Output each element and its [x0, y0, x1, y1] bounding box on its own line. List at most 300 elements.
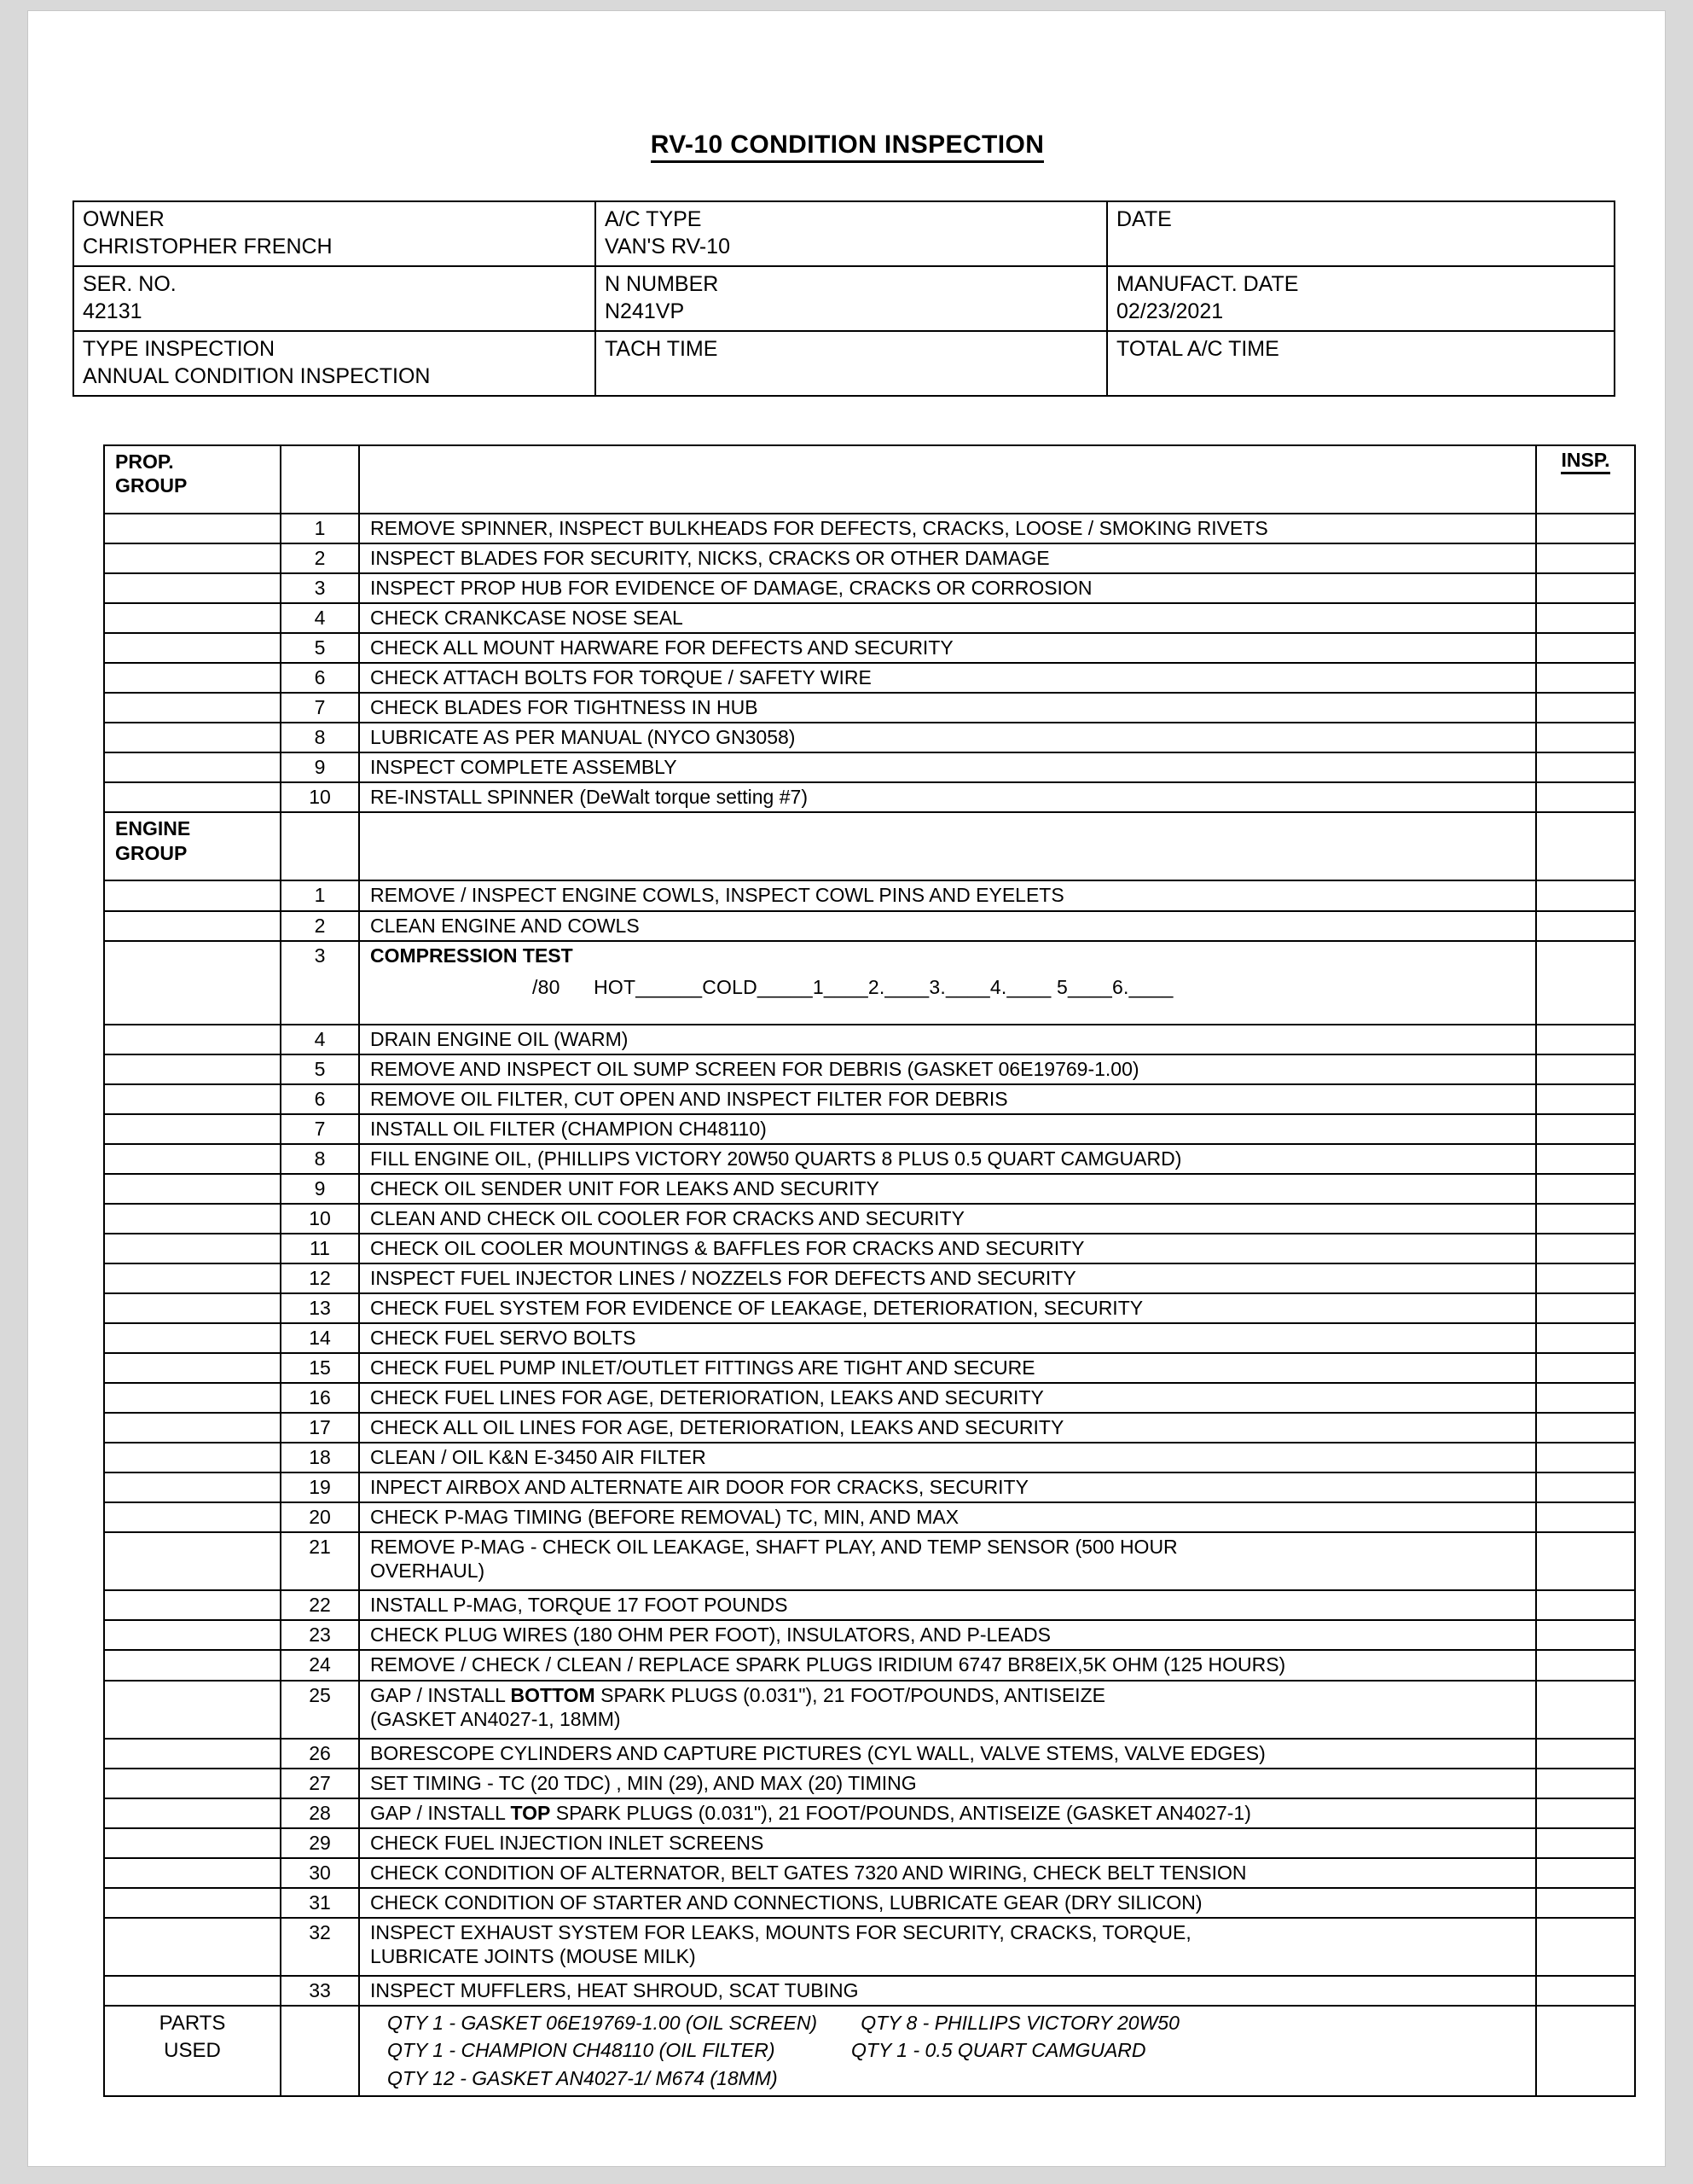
- checklist-group-spacer: [104, 1114, 281, 1144]
- checklist-item-number: 27: [281, 1769, 359, 1798]
- checklist-item-description: [359, 1858, 1536, 1888]
- checklist-item-text-line2: (GASKET AN4027-1, 18MM): [370, 1707, 621, 1730]
- type-inspection-value: ANNUAL CONDITION INSPECTION: [83, 364, 431, 388]
- checklist-item-number: 3: [281, 573, 359, 603]
- checklist-item-insp-box[interactable]: [1536, 1383, 1635, 1413]
- checklist-item-emphasis: BOTTOM: [510, 1683, 595, 1706]
- engine-group-num-spacer: [281, 812, 359, 880]
- checklist-item-text: CHECK FUEL PUMP INLET/OUTLET FITTINGS ARE TIGHT AND SECURE: [370, 1356, 1035, 1380]
- checklist-item-number: 2: [281, 911, 359, 941]
- checklist-item-number: 15: [281, 1353, 359, 1383]
- checklist-item-insp-box[interactable]: [1536, 1976, 1635, 2006]
- checklist-item-insp-box[interactable]: [1536, 880, 1635, 910]
- checklist-row: [104, 1620, 1635, 1650]
- checklist-row: [104, 941, 1635, 1025]
- checklist-row: [104, 1798, 1635, 1828]
- checklist-item-insp-box[interactable]: [1536, 1650, 1635, 1680]
- checklist-row: [104, 603, 1635, 633]
- aircraft-info-row-1: [73, 201, 1615, 266]
- checklist-group-spacer: [104, 782, 281, 812]
- checklist-item-insp-box[interactable]: [1536, 1828, 1635, 1858]
- checklist-group-spacer: [104, 1888, 281, 1918]
- checklist-item-insp-box[interactable]: [1536, 1084, 1635, 1114]
- parts-used-label: [104, 2006, 281, 2096]
- checklist-item-text: GAP / INSTALL BOTTOM SPARK PLUGS (0.031"), 21 FOOT/POUNDS, ANTISEIZE: [370, 1683, 1105, 1706]
- prop-group-desc-spacer: [359, 445, 1536, 514]
- serial-number-value: 42131: [83, 299, 142, 323]
- checklist-row: [104, 1025, 1635, 1054]
- checklist-item-text: CHECK FUEL SERVO BOLTS: [370, 1327, 636, 1350]
- checklist-item-number: 28: [281, 1798, 359, 1828]
- aircraft-info-table: [72, 200, 1615, 397]
- checklist-item-text: RE-INSTALL SPINNER (DeWalt torque setting #7): [370, 786, 808, 809]
- tach-time-label: TACH TIME: [605, 337, 718, 361]
- checklist-row: [104, 1502, 1635, 1532]
- checklist-item-description: [359, 880, 1536, 910]
- checklist-item-insp-box[interactable]: [1536, 723, 1635, 752]
- checklist-item-description: [359, 573, 1536, 603]
- compression-test-title: COMPRESSION TEST: [370, 944, 573, 967]
- checklist-item-text: CHECK P-MAG TIMING (BEFORE REMOVAL) TC, MIN, AND MAX: [370, 1506, 960, 1529]
- prop-group-num-spacer: [281, 445, 359, 514]
- checklist-item-description: [359, 1681, 1536, 1739]
- checklist-group-spacer: [104, 1739, 281, 1769]
- checklist-row: [104, 723, 1635, 752]
- checklist-group-spacer: [104, 1174, 281, 1204]
- type-inspection-label: TYPE INSPECTION: [83, 337, 275, 361]
- checklist-item-number: 23: [281, 1620, 359, 1650]
- checklist-item-number: 4: [281, 603, 359, 633]
- checklist-item-text: CHECK BLADES FOR TIGHTNESS IN HUB: [370, 696, 758, 719]
- checklist-item-text: DRAIN ENGINE OIL (WARM): [370, 1027, 629, 1050]
- checklist-item-insp-box[interactable]: [1536, 1293, 1635, 1323]
- checklist-item-insp-box[interactable]: [1536, 1114, 1635, 1144]
- insp-column-header: INSP.: [1536, 445, 1635, 514]
- compression-test-fields[interactable]: /80 HOT______COLD_____1____2.____3.____4.____ 5____6.____: [532, 975, 1174, 998]
- engine-group-desc-spacer: [359, 812, 1536, 880]
- checklist-row: [104, 1976, 1635, 2006]
- parts-used-num-spacer: [281, 2006, 359, 2096]
- checklist-item-text: CHECK FUEL INJECTION INLET SCREENS: [370, 1831, 764, 1854]
- serial-number-cell: [73, 266, 595, 331]
- checklist-item-description: [359, 1590, 1536, 1620]
- checklist-row: [104, 782, 1635, 812]
- ac-type-label: A/C TYPE: [605, 207, 702, 231]
- checklist-group-spacer: [104, 1798, 281, 1828]
- checklist-item-text: INSPECT EXHAUST SYSTEM FOR LEAKS, MOUNTS FOR SECURITY, CRACKS, TORQUE,: [370, 1920, 1191, 1943]
- prop-group-label-line2: GROUP: [115, 474, 188, 497]
- checklist-item-number: 29: [281, 1828, 359, 1858]
- checklist-group-spacer: [104, 1204, 281, 1234]
- checklist-group-spacer: [104, 1084, 281, 1114]
- checklist-item-description: [359, 1293, 1536, 1323]
- checklist-group-spacer: [104, 1976, 281, 2006]
- checklist-item-insp-box[interactable]: [1536, 782, 1635, 812]
- checklist-row: [104, 1234, 1635, 1263]
- prop-group-header-row: [104, 445, 1635, 514]
- parts-used-label-line1: PARTS: [159, 2011, 226, 2035]
- checklist-item-text: CHECK FUEL SYSTEM FOR EVIDENCE OF LEAKAGE, DETERIORATION, SECURITY: [370, 1296, 1144, 1319]
- checklist-row: [104, 573, 1635, 603]
- manufact-date-cell: [1107, 266, 1615, 331]
- checklist-group-spacer: [104, 1472, 281, 1502]
- checklist-item-description: [359, 633, 1536, 663]
- checklist-group-spacer: [104, 1025, 281, 1054]
- checklist-item-text: FILL ENGINE OIL, (PHILLIPS VICTORY 20W50 QUARTS 8 PLUS 0.5 QUART CAMGUARD): [370, 1147, 1182, 1170]
- checklist-row: [104, 1084, 1635, 1114]
- checklist-item-text: INSTALL OIL FILTER (CHAMPION CH48110): [370, 1117, 767, 1140]
- checklist-item-insp-box[interactable]: [1536, 1443, 1635, 1472]
- checklist-item-insp-box[interactable]: [1536, 1025, 1635, 1054]
- checklist-item-text: CHECK CONDITION OF STARTER AND CONNECTIONS, LUBRICATE GEAR (DRY SILICON): [370, 1891, 1203, 1914]
- date-label: DATE: [1116, 207, 1172, 231]
- checklist-item-insp-box[interactable]: [1536, 1353, 1635, 1383]
- checklist-item-insp-box[interactable]: [1536, 573, 1635, 603]
- checklist-item-insp-box[interactable]: [1536, 1858, 1635, 1888]
- parts-used-line: QTY 12 - GASKET AN4027-1/ M674 (18MM): [387, 2067, 778, 2090]
- checklist-item-insp-box[interactable]: [1536, 663, 1635, 693]
- checklist-row: [104, 911, 1635, 941]
- checklist-item-insp-box[interactable]: [1536, 1532, 1635, 1590]
- checklist-row: [104, 752, 1635, 782]
- page-title-text: RV-10 CONDITION INSPECTION: [651, 131, 1045, 163]
- serial-number-label: SER. NO.: [83, 272, 177, 296]
- checklist-item-description: [359, 1976, 1536, 2006]
- checklist-group-spacer: [104, 911, 281, 941]
- checklist-group-spacer: [104, 1144, 281, 1174]
- checklist-row: [104, 1532, 1635, 1590]
- checklist-item-number: 6: [281, 1084, 359, 1114]
- checklist-item-text: CHECK FUEL LINES FOR AGE, DETERIORATION, LEAKS AND SECURITY: [370, 1386, 1044, 1409]
- checklist-row: [104, 693, 1635, 723]
- checklist-group-spacer: [104, 880, 281, 910]
- checklist-row: [104, 543, 1635, 573]
- checklist-item-text: CHECK ATTACH BOLTS FOR TORQUE / SAFETY WIRE: [370, 666, 872, 689]
- checklist-item-number: 13: [281, 1293, 359, 1323]
- ac-type-cell: [595, 201, 1107, 266]
- checklist-item-number: 9: [281, 752, 359, 782]
- checklist-row: [104, 1144, 1635, 1174]
- checklist-item-description: [359, 1025, 1536, 1054]
- checklist-group-spacer: [104, 1769, 281, 1798]
- checklist-item-description: [359, 603, 1536, 633]
- checklist-item-description: [359, 663, 1536, 693]
- checklist-row: [104, 1353, 1635, 1383]
- total-ac-time-cell: [1107, 331, 1615, 396]
- checklist-item-number: 2: [281, 543, 359, 573]
- checklist-item-description: [359, 911, 1536, 941]
- checklist-item-description: [359, 1620, 1536, 1650]
- checklist-item-number: 10: [281, 782, 359, 812]
- checklist-group-spacer: [104, 603, 281, 633]
- checklist-item-number: 22: [281, 1590, 359, 1620]
- inspection-checklist-body: [104, 445, 1635, 2096]
- checklist-item-number: 7: [281, 693, 359, 723]
- checklist-group-spacer: [104, 1681, 281, 1739]
- checklist-group-spacer: [104, 1858, 281, 1888]
- checklist-item-description: [359, 1443, 1536, 1472]
- checklist-row: [104, 1413, 1635, 1443]
- checklist-item-insp-box[interactable]: [1536, 1144, 1635, 1174]
- checklist-item-text: INPECT AIRBOX AND ALTERNATE AIR DOOR FOR CRACKS, SECURITY: [370, 1476, 1029, 1499]
- checklist-item-text: CHECK ALL MOUNT HARWARE FOR DEFECTS AND SECURITY: [370, 636, 954, 659]
- checklist-item-text: INSPECT FUEL INJECTOR LINES / NOZZELS FOR DEFECTS AND SECURITY: [370, 1266, 1076, 1289]
- checklist-row: [104, 1323, 1635, 1353]
- checklist-item-insp-box[interactable]: [1536, 1174, 1635, 1204]
- aircraft-info-row-3: [73, 331, 1615, 396]
- checklist-item-insp-box[interactable]: [1536, 1918, 1635, 1976]
- checklist-item-insp-box[interactable]: [1536, 1798, 1635, 1828]
- checklist-row: [104, 1590, 1635, 1620]
- checklist-item-description: [359, 1114, 1536, 1144]
- checklist-item-insp-box[interactable]: [1536, 1681, 1635, 1739]
- checklist-row: [104, 663, 1635, 693]
- checklist-item-text: REMOVE / INSPECT ENGINE COWLS, INSPECT COWL PINS AND EYELETS: [370, 884, 1064, 907]
- checklist-item-text: INSPECT BLADES FOR SECURITY, NICKS, CRACKS OR OTHER DAMAGE: [370, 547, 1050, 570]
- checklist-item-description: [359, 1472, 1536, 1502]
- checklist-group-spacer: [104, 1502, 281, 1532]
- checklist-item-insp-box[interactable]: [1536, 1739, 1635, 1769]
- checklist-item-number: 17: [281, 1413, 359, 1443]
- checklist-item-text: GAP / INSTALL TOP SPARK PLUGS (0.031"), 21 FOOT/POUNDS, ANTISEIZE (GASKET AN4027-1): [370, 1801, 1251, 1824]
- checklist-row: [104, 1443, 1635, 1472]
- checklist-item-description: [359, 543, 1536, 573]
- checklist-row: [104, 1263, 1635, 1293]
- checklist-group-spacer: [104, 1383, 281, 1413]
- checklist-item-description: [359, 1144, 1536, 1174]
- checklist-row: [104, 1293, 1635, 1323]
- owner-value: CHRISTOPHER FRENCH: [83, 235, 333, 258]
- checklist-item-number: 14: [281, 1323, 359, 1353]
- checklist-item-description: [359, 693, 1536, 723]
- checklist-item-insp-box[interactable]: [1536, 1054, 1635, 1084]
- checklist-item-insp-box[interactable]: [1536, 1620, 1635, 1650]
- checklist-item-insp-box[interactable]: [1536, 1472, 1635, 1502]
- checklist-group-spacer: [104, 1620, 281, 1650]
- checklist-group-spacer: [104, 543, 281, 573]
- checklist-item-text: SET TIMING - TC (20 TDC) , MIN (29), AND MAX (20) TIMING: [370, 1771, 917, 1794]
- checklist-item-insp-box[interactable]: [1536, 693, 1635, 723]
- checklist-group-spacer: [104, 514, 281, 543]
- checklist-item-number: 5: [281, 1054, 359, 1084]
- checklist-item-description: [359, 1650, 1536, 1680]
- engine-group-label-line2: GROUP: [115, 841, 188, 864]
- checklist-row: [104, 1650, 1635, 1680]
- checklist-item-number: 3: [281, 941, 359, 1025]
- checklist-item-text: REMOVE P-MAG - CHECK OIL LEAKAGE, SHAFT PLAY, AND TEMP SENSOR (500 HOUR: [370, 1536, 1178, 1559]
- checklist-item-description: [359, 1918, 1536, 1976]
- checklist-item-description: [359, 723, 1536, 752]
- checklist-item-number: 12: [281, 1263, 359, 1293]
- checklist-item-description: [359, 1084, 1536, 1114]
- page-title: [28, 131, 1667, 160]
- checklist-item-insp-box[interactable]: [1536, 1234, 1635, 1263]
- checklist-group-spacer: [104, 1413, 281, 1443]
- checklist-item-description: [359, 514, 1536, 543]
- checklist-row: [104, 1681, 1635, 1739]
- owner-cell: [73, 201, 595, 266]
- checklist-item-insp-box[interactable]: [1536, 633, 1635, 663]
- prop-group-label: [104, 445, 281, 514]
- checklist-item-number: 8: [281, 723, 359, 752]
- checklist-item-number: 5: [281, 633, 359, 663]
- checklist-group-spacer: [104, 723, 281, 752]
- checklist-item-number: 31: [281, 1888, 359, 1918]
- checklist-item-insp-box[interactable]: [1536, 1323, 1635, 1353]
- checklist-group-spacer: [104, 633, 281, 663]
- checklist-item-insp-box[interactable]: [1536, 1590, 1635, 1620]
- parts-used-line: QTY 1 - GASKET 06E19769-1.00 (OIL SCREEN) QTY 8 - PHILLIPS VICTORY 20W50: [387, 2011, 1180, 2034]
- checklist-group-spacer: [104, 1532, 281, 1590]
- checklist-item-description: [359, 1532, 1536, 1590]
- checklist-item-number: 1: [281, 880, 359, 910]
- checklist-item-insp-box[interactable]: [1536, 1769, 1635, 1798]
- checklist-item-insp-box[interactable]: [1536, 603, 1635, 633]
- checklist-row: [104, 514, 1635, 543]
- checklist-group-spacer: [104, 1293, 281, 1323]
- checklist-item-description: [359, 1234, 1536, 1263]
- checklist-item-text: CHECK ALL OIL LINES FOR AGE, DETERIORATION, LEAKS AND SECURITY: [370, 1416, 1064, 1439]
- checklist-row: [104, 1383, 1635, 1413]
- checklist-item-description: [359, 1798, 1536, 1828]
- type-inspection-cell: [73, 331, 595, 396]
- checklist-item-number: 24: [281, 1650, 359, 1680]
- checklist-item-description: [359, 1502, 1536, 1532]
- checklist-group-spacer: [104, 1918, 281, 1976]
- checklist-row: [104, 880, 1635, 910]
- engine-group-header-row: [104, 812, 1635, 880]
- checklist-item-text: CHECK PLUG WIRES (180 OHM PER FOOT), INSULATORS, AND P-LEADS: [370, 1623, 1051, 1647]
- checklist-item-insp-box[interactable]: [1536, 1888, 1635, 1918]
- checklist-item-text-line2: OVERHAUL): [370, 1560, 485, 1583]
- aircraft-info-row-2: [73, 266, 1615, 331]
- parts-used-insp-box[interactable]: [1536, 2006, 1635, 2096]
- checklist-item-text: INSPECT MUFFLERS, HEAT SHROUD, SCAT TUBING: [370, 1978, 859, 2001]
- checklist-item-text-line2: LUBRICATE JOINTS (MOUSE MILK): [370, 1944, 696, 1967]
- document-page: [27, 10, 1666, 2167]
- checklist-item-number: 25: [281, 1681, 359, 1739]
- checklist-group-spacer: [104, 1263, 281, 1293]
- n-number-label: N NUMBER: [605, 272, 719, 296]
- checklist-group-spacer: [104, 1650, 281, 1680]
- checklist-item-number: 26: [281, 1739, 359, 1769]
- checklist-item-text: LUBRICATE AS PER MANUAL (NYCO GN3058): [370, 726, 796, 749]
- checklist-row: [104, 1739, 1635, 1769]
- checklist-item-text: CHECK CRANKCASE NOSE SEAL: [370, 607, 683, 630]
- checklist-group-spacer: [104, 1443, 281, 1472]
- checklist-item-insp-box[interactable]: [1536, 1413, 1635, 1443]
- checklist-item-insp-box[interactable]: [1536, 1263, 1635, 1293]
- parts-used-line: QTY 1 - CHAMPION CH48110 (OIL FILTER) QTY 1 - 0.5 QUART CAMGUARD: [387, 2039, 1146, 2062]
- checklist-item-number: 9: [281, 1174, 359, 1204]
- checklist-item-emphasis: TOP: [510, 1801, 551, 1824]
- checklist-item-text: BORESCOPE CYLINDERS AND CAPTURE PICTURES (CYL WALL, VALVE STEMS, VALVE EDGES): [370, 1741, 1266, 1764]
- tach-time-cell: [595, 331, 1107, 396]
- checklist-item-description: [359, 1174, 1536, 1204]
- owner-label: OWNER: [83, 207, 165, 231]
- checklist-item-number: 11: [281, 1234, 359, 1263]
- manufact-date-label: MANUFACT. DATE: [1116, 272, 1299, 296]
- checklist-item-description: [359, 1054, 1536, 1084]
- checklist-item-description: [359, 941, 1536, 1025]
- checklist-item-text: CLEAN AND CHECK OIL COOLER FOR CRACKS AND SECURITY: [370, 1206, 965, 1229]
- checklist-item-insp-box[interactable]: [1536, 752, 1635, 782]
- checklist-item-text: REMOVE AND INSPECT OIL SUMP SCREEN FOR DEBRIS (GASKET 06E19769-1.00): [370, 1057, 1139, 1080]
- checklist-row: [104, 1204, 1635, 1234]
- checklist-item-description: [359, 1383, 1536, 1413]
- checklist-item-number: 6: [281, 663, 359, 693]
- checklist-item-description: [359, 1739, 1536, 1769]
- checklist-group-spacer: [104, 1828, 281, 1858]
- checklist-group-spacer: [104, 941, 281, 1025]
- checklist-item-description: [359, 782, 1536, 812]
- checklist-group-spacer: [104, 1590, 281, 1620]
- checklist-item-number: 4: [281, 1025, 359, 1054]
- parts-used-row: [104, 2006, 1635, 2096]
- checklist-item-insp-box[interactable]: [1536, 543, 1635, 573]
- checklist-item-description: [359, 1323, 1536, 1353]
- checklist-item-description: [359, 1769, 1536, 1798]
- checklist-row: [104, 1174, 1635, 1204]
- aircraft-info-body: [73, 201, 1615, 396]
- checklist-item-insp-box[interactable]: [1536, 1204, 1635, 1234]
- checklist-item-description: [359, 1263, 1536, 1293]
- checklist-item-insp-box[interactable]: [1536, 911, 1635, 941]
- checklist-group-spacer: [104, 752, 281, 782]
- checklist-item-number: 30: [281, 1858, 359, 1888]
- checklist-item-description: [359, 752, 1536, 782]
- checklist-row: [104, 1828, 1635, 1858]
- parts-used-list: [359, 2006, 1536, 2096]
- checklist-item-description: [359, 1828, 1536, 1858]
- checklist-item-number: 33: [281, 1976, 359, 2006]
- checklist-row: [104, 1858, 1635, 1888]
- checklist-item-insp-box[interactable]: [1536, 941, 1635, 1025]
- inspection-checklist-table: [103, 444, 1636, 2097]
- checklist-item-number: 32: [281, 1918, 359, 1976]
- checklist-item-number: 8: [281, 1144, 359, 1174]
- checklist-row: [104, 1918, 1635, 1976]
- engine-group-label: [104, 812, 281, 880]
- checklist-item-text: CLEAN / OIL K&N E-3450 AIR FILTER: [370, 1446, 706, 1469]
- checklist-item-text: INSPECT COMPLETE ASSEMBLY: [370, 756, 677, 779]
- engine-group-label-line1: ENGINE: [115, 817, 191, 840]
- checklist-item-text: INSPECT PROP HUB FOR EVIDENCE OF DAMAGE, CRACKS OR CORROSION: [370, 577, 1093, 600]
- checklist-row: [104, 1888, 1635, 1918]
- checklist-item-description: [359, 1204, 1536, 1234]
- parts-used-label-line2: USED: [164, 2039, 221, 2063]
- checklist-item-number: 18: [281, 1443, 359, 1472]
- n-number-value: N241VP: [605, 299, 685, 323]
- checklist-row: [104, 1054, 1635, 1084]
- checklist-item-text: CHECK CONDITION OF ALTERNATOR, BELT GATES 7320 AND WIRING, CHECK BELT TENSION: [370, 1861, 1247, 1884]
- n-number-cell: [595, 266, 1107, 331]
- checklist-item-number: 7: [281, 1114, 359, 1144]
- prop-group-label-line1: PROP.: [115, 450, 174, 473]
- checklist-row: [104, 1114, 1635, 1144]
- checklist-item-text: INSTALL P-MAG, TORQUE 17 FOOT POUNDS: [370, 1594, 788, 1617]
- checklist-item-insp-box[interactable]: [1536, 1502, 1635, 1532]
- total-ac-time-label: TOTAL A/C TIME: [1116, 337, 1279, 361]
- checklist-item-text: REMOVE / CHECK / CLEAN / REPLACE SPARK PLUGS IRIDIUM 6747 BR8EIX,5K OHM (125 HOURS): [370, 1653, 1286, 1676]
- checklist-item-text: REMOVE OIL FILTER, CUT OPEN AND INSPECT FILTER FOR DEBRIS: [370, 1087, 1008, 1110]
- checklist-item-insp-box[interactable]: [1536, 514, 1635, 543]
- checklist-row: [104, 633, 1635, 663]
- engine-group-insp-cell: [1536, 812, 1635, 880]
- checklist-group-spacer: [104, 1323, 281, 1353]
- checklist-row: [104, 1472, 1635, 1502]
- checklist-item-text: CLEAN ENGINE AND COWLS: [370, 914, 640, 937]
